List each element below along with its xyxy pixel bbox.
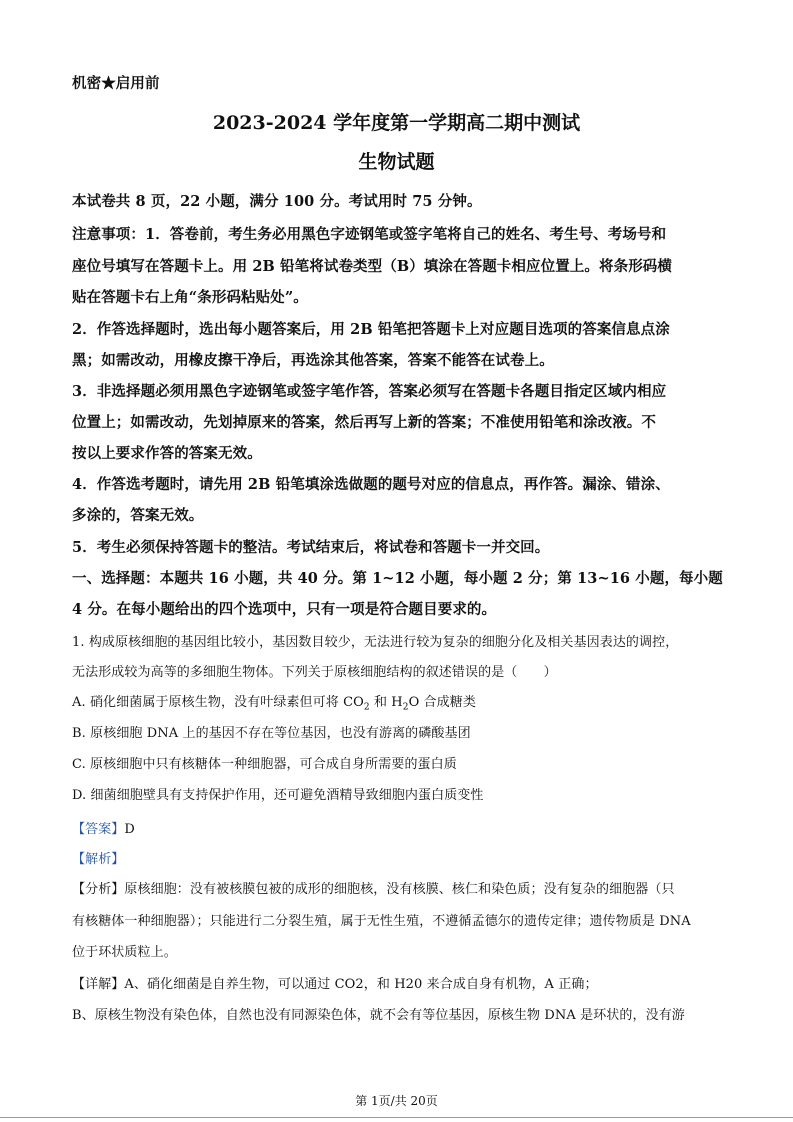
footer-rule xyxy=(0,1117,793,1118)
question-1-stem-line-2: 无法形成较为高等的多细胞生物体。下列关于原核细胞结构的叙述错误的是（ ） xyxy=(72,665,557,680)
answer-tag: 【答案】 xyxy=(72,822,125,837)
notice-item-1-line-2: 座位号填写在答题卡上。用 2B 铅笔将试卷类型（B）填涂在答题卡相应位置上。将条形码横 xyxy=(72,258,672,275)
exam-title: 2023-2024 学年度第一学期高二期中测试 xyxy=(212,112,581,134)
notice-item-1-line-3: 贴在答题卡右上角“条形码粘贴处”。 xyxy=(72,289,308,306)
notice-item-3-line-3: 按以上要求作答的答案无效。 xyxy=(72,445,262,462)
confidential-label: 机密★启用前 xyxy=(72,75,160,92)
answer-line xyxy=(72,818,135,837)
question-1-stem-line-1: 1. 构成原核细胞的基因组比较小，基因数目较少，无法进行较为复杂的细胞分化及相关基因表达的调控， xyxy=(72,635,679,650)
notice-item-4-line-2: 多涂的，答案无效。 xyxy=(72,507,204,524)
section-heading-line-2: 4 分。在每小题给出的四个选项中，只有一项是符合题目要求的。 xyxy=(72,601,497,618)
section-heading-line-1: 一、选择题：本题共 16 小题，共 40 分。第 1~12 小题，每小题 2 分；第 13~16 小题，每小题 xyxy=(72,570,723,587)
notice-item-4-line-1: 4．作答选考题时，请先用 2B 铅笔填涂选做题的题号对应的信息点，再作答。漏涂、错涂、 xyxy=(72,476,670,493)
fenxi-line-3: 位于环状质粒上。 xyxy=(72,945,177,960)
question-1-option-b: B. 原核细胞 DNA 上的基因不存在等位基因，也没有游离的磷酸基团 xyxy=(72,726,471,741)
notice-item-1-line-1: 注意事项：1．答卷前，考生务必用黑色字迹钢笔或签字笔将自己的姓名、考生号、考场号和 xyxy=(72,226,667,243)
exam-subtitle: 生物试题 xyxy=(358,151,435,173)
notice-intro: 本试卷共 8 页，22 小题，满分 100 分。考试用时 75 分钟。 xyxy=(72,193,482,210)
question-1-option-d: D. 细菌细胞壁具有支持保护作用，还可避免酒精导致细胞内蛋白质变性 xyxy=(72,788,484,803)
fenxi-line-1: 【分析】原核细胞：没有被核膜包被的成形的细胞核，没有核膜、核仁和染色质；没有复杂的细胞器（只 xyxy=(72,882,675,897)
xiangjie-line-2: B、原核生物没有染色体，自然也没有同源染色体，就不会有等位基因，原核生物 DNA 是环状的，没有游 xyxy=(72,1008,685,1023)
question-1-option-c: C. 原核细胞中只有核糖体一种细胞器，可合成自身所需要的蛋白质 xyxy=(72,757,457,772)
notice-item-2-line-1: 2．作答选择题时，选出每小题答案后，用 2B 铅笔把答题卡上对应题目选项的答案信息点涂 xyxy=(72,321,670,338)
analysis-tag: 【解析】 xyxy=(72,852,125,867)
notice-item-3-line-2: 位置上；如需改动，先划掉原来的答案，然后再写上新的答案；不准使用铅笔和涂改液。不 xyxy=(72,414,656,431)
page-number: 第 1页/共 20页 xyxy=(355,1094,438,1108)
question-1-option-a: A. 硝化细菌属于原核生物，没有叶绿素但可将 $CO_2$ 和 $H_2O$ 合成糖类 xyxy=(72,695,476,713)
fenxi-line-2: 有核糖体一种细胞器）；只能进行二分裂生殖，属于无性生殖，不遵循孟德尔的遗传定律；遗传物质是 DNA xyxy=(72,914,691,929)
xiangjie-line-1: 【详解】A、硝化细菌是自养生物，可以通过 CO2，和 H20 来合成自身有机物，A 正确； xyxy=(72,977,598,992)
notice-item-3-line-1: 3．非选择题必须用黑色字迹钢笔或签字笔作答，答案必须写在答题卡各题目指定区域内相应 xyxy=(72,383,667,400)
notice-item-5: 5．考生必须保持答题卡的整洁。考试结束后，将试卷和答题卡一并交回。 xyxy=(72,539,550,556)
answer-value: D xyxy=(124,822,135,837)
notice-item-2-line-2: 黑；如需改动，用橡皮擦干净后，再选涂其他答案，答案不能答在试卷上。 xyxy=(72,352,554,369)
